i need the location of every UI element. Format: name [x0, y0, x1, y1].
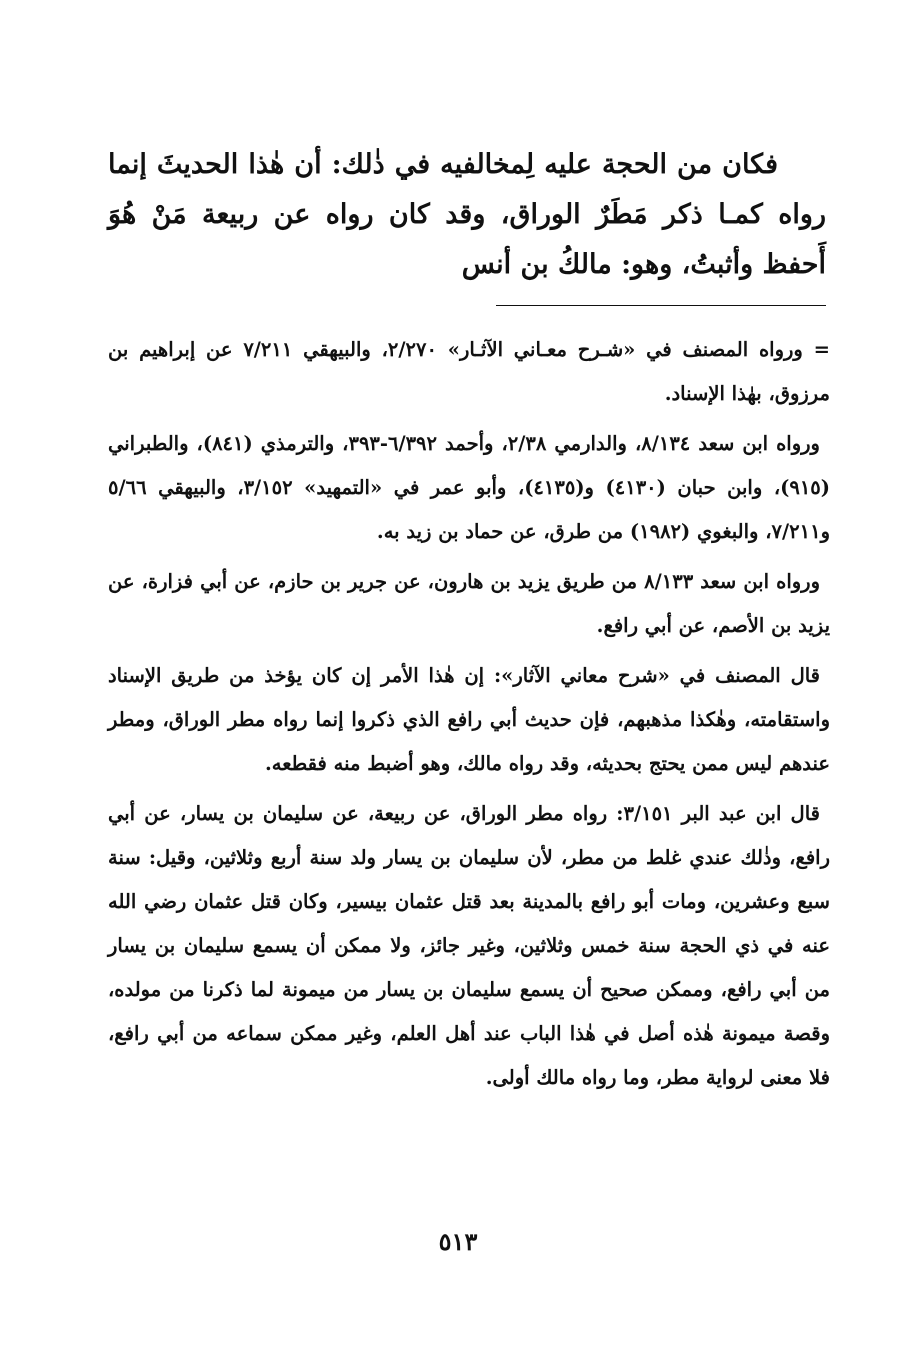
main-text	[108, 140, 826, 290]
footnotes	[108, 328, 830, 1106]
footnote-paragraph: ورواه ابن سعد ٨/١٣٤، والدارمي ٢/٣٨، وأحمد ٦/٣٩٢-٣٩٣، والترمذي (٨٤١)، والطبراني (٩١٥)، وابن حبان (٤١٣٠) و(٤١٣٥)، وأبو عمر في «التمهيد» ٣/١٥٢، والبيهقي ٥/٦٦ و٧/٢١١، والبغوي (١٩٨٢) من طرق، عن حماد بن زيد به.	[108, 432, 830, 543]
footnote-paragraph: قال المصنف في «شرح معاني الآثار»: إن هٰذا الأمر إن كان يؤخذ من طريق الإسناد واستقامته، وهٰكذا مذهبهم، فإن حديث أبي رافع الذي ذكروا إنما رواه مطر الوراق، ومطر عندهم ليس ممن يحتج بحديثه، وقد رواه مالك، وهو أضبط منه فقطعه.	[108, 664, 830, 775]
footnote-paragraph: = ورواه المصنف في «شـرح معـاني الآثـار» ٢/٢٧٠، والبيهقي ٧/٢١١ عن إبراهيم بن مرزوق، بهٰذا الإسناد.	[108, 338, 830, 405]
footnote-paragraph: قال ابن عبد البر ٣/١٥١: رواه مطر الوراق، عن ربيعة، عن سليمان بن يسار، عن أبي رافع، وذٰلك عندي غلط من مطر، لأن سليمان بن يسار ولد سنة أربع وثلاثين، وقيل: سنة سبع وعشرين، ومات أبو رافع بالمدينة بعد قتل عثمان بيسير، وكان قتل عثمان رضي الله عنه في ذي الحجة سنة خمس وثلاثين، وغير جائز، ولا ممكن أن يسمع سليمان بن يسار من أبي رافع، وممكن صحيح أن يسمع سليمان بن يسار من ميمونة لما ذكرنا من مولده، وقصة ميمونة هٰذه أصل في هٰذا الباب عند أهل العلم، وغير ممكن سماعه من أبي رافع، فلا معنى لرواية مطر، وما رواه مالك أولى.	[108, 802, 830, 1089]
footnote-paragraph: ورواه ابن سعد ٨/١٣٣ من طريق يزيد بن هارون، عن جرير بن حازم، عن أبي فزارة، عن يزيد بن الأصم، عن أبي رافع.	[108, 570, 830, 637]
page-number: ٥١٣	[438, 1227, 478, 1256]
main-paragraph: فكان من الحجة عليه لِمخالفيه في ذٰلك: أن هٰذا الحديثَ إنما رواه كمـا ذكر مَطَرٌ الوراق، وقد كان رواه عن ربيعة مَنْ هُوَ أَحفظ وأثبتُ، وهو: مالكُ بن أنس	[108, 149, 826, 280]
footnote-separator	[496, 305, 826, 306]
